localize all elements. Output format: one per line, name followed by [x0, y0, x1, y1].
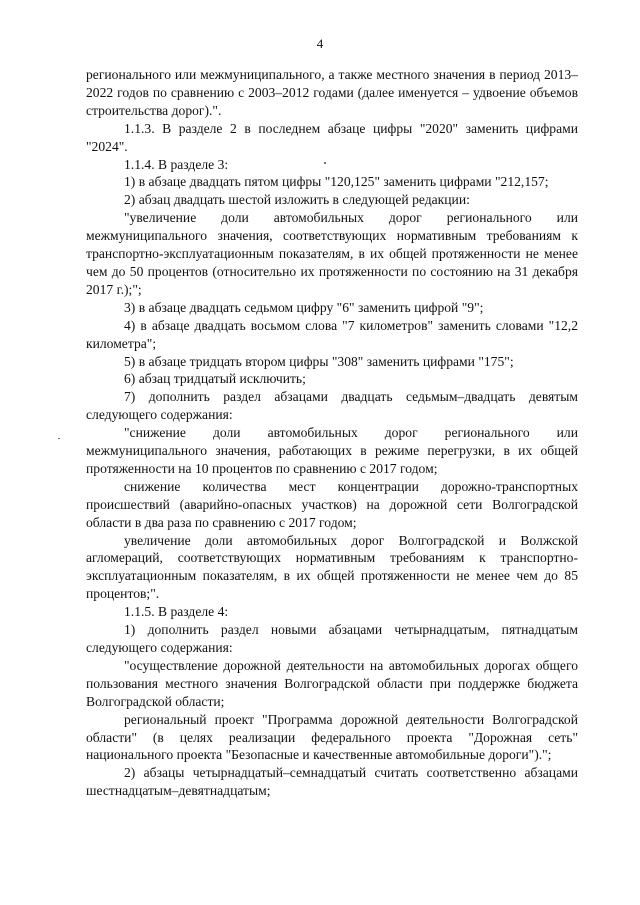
paragraph-4-item-2: 2) абзацы четырнадцатый–семнадцатый считать соответственно абзацами шестнадцатым–девятнадцатым; [86, 765, 578, 799]
paragraph-item-2: 2) абзац двадцать шестой изложить в следующей редакции: [124, 192, 470, 208]
document-body [86, 66, 578, 800]
page-number: 4 [316, 36, 324, 51]
paragraph-quote-28: снижение количества мест концентрации дорожно-транспортных происшествий (аварийно-опасных участков) на дорожной сети Волгоградской области в два раза по сравнению с 2017 годом; [86, 478, 578, 530]
paragraph-item-4: 4) в абзаце двадцать восьмом слова "7 километров" заменить словами "12,2 километра"; [86, 317, 578, 351]
paragraph-quote-14: "осуществление дорожной деятельности на автомобильных дорогах общего пользования местного значения Волгоградской области при поддержке бюджета Волгоградской области; [86, 657, 578, 709]
paragraph-1-1-4-heading: 1.1.4. В разделе 3: [124, 156, 229, 172]
paragraph-quote-27: "снижение доли автомобильных дорог регионального или межмуниципального значения, работающих в режиме перегрузки, в их общей протяженности на 10 процентов по сравнению с 2017 годом; [86, 425, 578, 476]
scan-dot [58, 438, 60, 439]
scan-dot [324, 162, 326, 164]
paragraph-quote-29: увеличение доли автомобильных дорог Волгоградской и Волжской агломераций, соответствующих нормативным требованиям к транспортно-эксплуатационным показателям, в их общей протяженности не менее чем до 85 процентов;". [86, 532, 578, 602]
paragraph-item-7: 7) дополнить раздел абзацами двадцать седьмым–двадцать девятым следующего содержания: [86, 389, 578, 423]
paragraph-4-item-1: 1) дополнить раздел новыми абзацами четырнадцатым, пятнадцатым следующего содержания: [86, 622, 578, 655]
paragraph-item-1: 1) в абзаце двадцать пятом цифры "120,125" заменить цифрами "212,157; [124, 174, 549, 190]
paragraph-continuation: регионального или межмуниципального, а также местного значения в период 2013–2022 годов по сравнению с 2003–2012 годами (далее именуется – удвоение объемов строительства дорог).". [86, 67, 578, 118]
paragraph-item-3: 3) в абзаце двадцать седьмом цифру "6" заменить цифрой "9"; [124, 299, 484, 315]
paragraph-1-1-5-heading: 1.1.5. В разделе 4: [124, 604, 229, 620]
paragraph-1-1-3: 1.1.3. В разделе 2 в последнем абзаце цифры "2020" заменить цифрами "2024". [86, 120, 578, 154]
paragraph-quote-26: "увеличение доли автомобильных дорог регионального или межмуниципального значения, соответствующих нормативным требованиям к транспортно-эксплуатационным показателям, в их общей протяженности не менее чем до 50 процентов (относительно их протяженности по состоянию на 31 декабря 2017 г.);"; [86, 210, 578, 297]
paragraph-item-5: 5) в абзаце тридцать втором цифры "308" заменить цифрами "175"; [124, 353, 514, 369]
paragraph-item-6: 6) абзац тридцатый исключить; [124, 371, 306, 387]
paragraph-quote-15: региональный проект "Программа дорожной деятельности Волгоградской области" (в целях реализации федерального проекта "Дорожная сеть" национального проекта "Безопасные и качественные автомобильные дороги")."; [86, 711, 578, 763]
